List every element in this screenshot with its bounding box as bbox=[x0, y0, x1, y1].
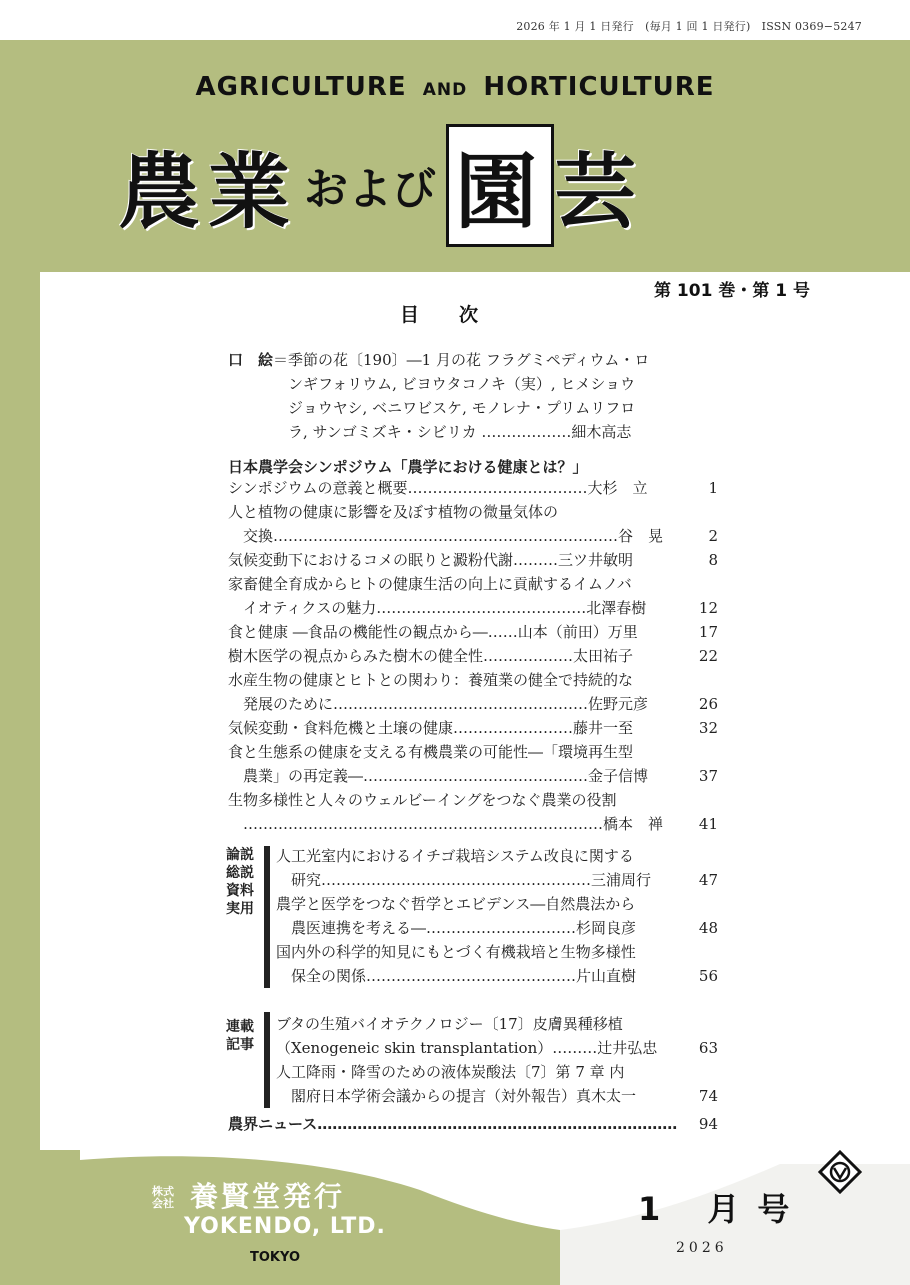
toc-title: ………………………………………………………………橋本 禅 bbox=[228, 815, 664, 833]
toc-row[interactable] bbox=[228, 764, 718, 788]
toc-title: 水産生物の健康とヒトとの関わり：養殖業の健全で持続的な bbox=[228, 671, 634, 689]
category-rensai bbox=[226, 1018, 254, 1054]
toc-page: 1 bbox=[708, 479, 718, 497]
category-label: 実用 bbox=[226, 901, 254, 917]
toc-page: 41 bbox=[698, 815, 718, 833]
japanese-title bbox=[118, 130, 644, 240]
toc-row[interactable] bbox=[228, 716, 718, 740]
toc-row[interactable] bbox=[228, 668, 718, 692]
toc-heading: 目次 bbox=[400, 304, 519, 326]
toc-title: 人工光室内におけるイチゴ栽培システム改良に関する bbox=[276, 847, 634, 865]
publication-info: 2026 年 1 月 1 日発行 (毎月 1 回 1 日発行) ISSN 0369−5247 bbox=[516, 20, 862, 33]
issue-year: 2026 bbox=[676, 1240, 728, 1256]
toc-title: シンポジウムの意義と概要………………………………大杉 立 bbox=[228, 479, 648, 497]
left-band bbox=[0, 272, 40, 1285]
toc-title: 気候変動下におけるコメの眠りと澱粉代謝………三ツ井敏明 bbox=[228, 551, 634, 569]
toc-title: 発展のために……………………………………………佐野元彦 bbox=[228, 695, 649, 713]
toc-page: 32 bbox=[698, 719, 718, 737]
toc-title: 農医連携を考える―…………………………杉岡良彦 bbox=[276, 919, 637, 937]
publisher-name: 養賢堂発行 bbox=[190, 1180, 346, 1213]
issue-month: 1 月号 bbox=[638, 1190, 808, 1228]
frontispiece-line: ンギフォリウム, ビヨウタコノキ（実）, ヒメショウ bbox=[288, 375, 636, 393]
volume-number: 第 101 巻・第 1 号 bbox=[654, 281, 810, 301]
toc-page: 47 bbox=[698, 871, 718, 889]
english-title bbox=[0, 72, 910, 102]
toc-page: 2 bbox=[708, 527, 718, 545]
title-oyobi: および bbox=[304, 164, 437, 215]
toc-title: 農業」の再定義―………………………………………金子信博 bbox=[228, 767, 649, 785]
publisher-city: TOKYO bbox=[250, 1250, 300, 1265]
toc-row[interactable] bbox=[276, 1012, 718, 1036]
toc-row[interactable] bbox=[276, 964, 718, 988]
toc-title: 農界ニュース……………………………………………………………… bbox=[228, 1115, 678, 1133]
english-title-part2: HORTICULTURE bbox=[483, 72, 715, 102]
category-label: 総説 bbox=[226, 865, 254, 881]
toc-row[interactable] bbox=[276, 1060, 718, 1084]
toc-page: 94 bbox=[698, 1115, 718, 1133]
toc-row[interactable] bbox=[228, 548, 718, 572]
category-bar bbox=[264, 1012, 270, 1108]
toc-title: 交換……………………………………………………………谷 晃 bbox=[228, 527, 664, 545]
category-label: 連載 bbox=[226, 1019, 254, 1035]
toc-row[interactable] bbox=[228, 500, 718, 524]
category-bar bbox=[264, 846, 270, 988]
category-label: 論説 bbox=[226, 847, 254, 863]
toc-row[interactable] bbox=[276, 1084, 718, 1108]
frontispiece bbox=[228, 348, 649, 444]
toc-title: 人工降雨・降雪のための液体炭酸法〔7〕第 7 章 内 bbox=[276, 1063, 625, 1081]
publisher-logo-icon bbox=[818, 1150, 862, 1194]
frontispiece-line: ジョウヤシ, ベニワビスケ, モノレナ・プリムリフロ bbox=[288, 399, 636, 417]
toc-row[interactable] bbox=[276, 892, 718, 916]
toc-row[interactable] bbox=[228, 620, 718, 644]
title-en: 園 bbox=[446, 124, 554, 247]
toc-title: 生物多様性と人々のウェルビーイングをつなぐ農業の役割 bbox=[228, 791, 617, 809]
toc-page: 22 bbox=[698, 647, 718, 665]
toc-title: 閣府日本学術会議からの提言（対外報告）真木太一 bbox=[276, 1087, 637, 1105]
title-gei: 芸 bbox=[554, 144, 645, 240]
toc-row[interactable] bbox=[276, 868, 718, 892]
frontispiece-line: ラ, サンゴミズキ・シビリカ ………………細木高志 bbox=[288, 423, 632, 441]
toc-title: 樹木医学の視点からみた樹木の健全性………………太田祐子 bbox=[228, 647, 634, 665]
toc-row[interactable] bbox=[228, 740, 718, 764]
category-label: 資料 bbox=[226, 883, 254, 899]
toc-page: 48 bbox=[698, 919, 718, 937]
toc-row[interactable] bbox=[276, 940, 718, 964]
toc-row[interactable] bbox=[228, 596, 718, 620]
toc-title: （Xenogeneic skin transplantation）………辻井弘忠 bbox=[276, 1039, 658, 1057]
toc-page: 8 bbox=[708, 551, 718, 569]
toc-title: ブタの生殖バイオテクノロジー〔17〕皮膚異種移植 bbox=[276, 1015, 623, 1033]
publisher-name-en: YOKENDO, LTD. bbox=[184, 1214, 386, 1239]
english-title-part1: AGRICULTURE bbox=[195, 72, 407, 102]
toc-title: 国内外の科学的知見にもとづく有機栽培と生物多様性 bbox=[276, 943, 636, 961]
toc-row[interactable] bbox=[228, 1112, 718, 1136]
toc-title: 研究………………………………………………三浦周行 bbox=[276, 871, 652, 889]
toc-row[interactable] bbox=[228, 692, 718, 716]
toc-row[interactable] bbox=[228, 812, 718, 836]
toc-page: 17 bbox=[698, 623, 718, 641]
toc-row[interactable] bbox=[228, 572, 718, 596]
publisher-kabushiki: 株式会社 bbox=[152, 1185, 174, 1210]
publisher-name-jp bbox=[152, 1175, 345, 1215]
toc-page: 37 bbox=[698, 767, 718, 785]
toc-row[interactable] bbox=[276, 916, 718, 940]
toc-page: 26 bbox=[698, 695, 718, 713]
toc-title: 保全の関係……………………………………片山直樹 bbox=[276, 967, 637, 985]
toc-row[interactable] bbox=[228, 476, 718, 500]
frontispiece-label: 口 絵 bbox=[228, 351, 274, 369]
category-ronsetsu bbox=[226, 846, 254, 918]
frontispiece-line: ＝季節の花〔190〕―1 月の花 フラグミペディウム・ロ bbox=[273, 351, 650, 369]
symposium-title: 日本農学会シンポジウム「農学における健康とは？」 bbox=[228, 458, 588, 476]
toc-row[interactable] bbox=[228, 644, 718, 668]
toc-title: イオティクスの魅力……………………………………北澤春樹 bbox=[228, 599, 647, 617]
toc-title: 気候変動・食料危機と土壌の健康……………………藤井一至 bbox=[228, 719, 634, 737]
toc-row[interactable] bbox=[228, 524, 718, 548]
toc-title: 食と生態系の健康を支える有機農業の可能性―「環境再生型 bbox=[228, 743, 634, 761]
toc-row[interactable] bbox=[228, 788, 718, 812]
toc-row[interactable] bbox=[276, 844, 718, 868]
toc-title: 食と健康 ―食品の機能性の観点から―……山本（前田）万里 bbox=[228, 623, 638, 641]
toc-page: 56 bbox=[698, 967, 718, 985]
title-nogyo: 農業 bbox=[118, 144, 299, 240]
toc-page: 63 bbox=[698, 1039, 718, 1057]
toc-title: 人と植物の健康に影響を及ぼす植物の微量気体の bbox=[228, 503, 559, 521]
toc-page: 74 bbox=[698, 1087, 718, 1105]
category-label: 記事 bbox=[226, 1037, 254, 1053]
toc-page: 12 bbox=[698, 599, 718, 617]
toc-title: 家畜健全育成からヒトの健康生活の向上に貢献するイムノバ bbox=[228, 575, 632, 593]
toc-row[interactable] bbox=[276, 1036, 718, 1060]
toc-title: 農学と医学をつなぐ哲学とエビデンス―自然農法から bbox=[276, 895, 636, 913]
english-title-and: AND bbox=[422, 80, 468, 100]
